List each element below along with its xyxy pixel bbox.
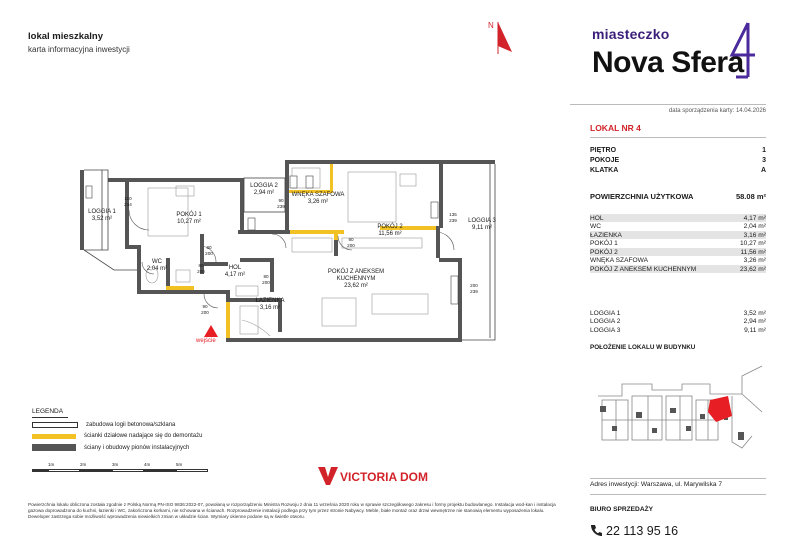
dimension-tag: [202, 245, 216, 256]
room-area: 3,26 m²: [307, 199, 329, 205]
loggia-label: LOGGIA 3: [590, 326, 621, 334]
info-row-floor: [590, 147, 766, 154]
dim-height: 239: [449, 217, 457, 223]
footnote: Powierzchnia lokalu obliczona została zgodnie z Polską Normą PN-ISO 9836:2022-07, powołaną w rozporządzeniu Ministra Rozwoju z dnia 11 września 2020 roku w sprawie szczegółowego zakresu i formy projektu budowlanego. Instalacja wod-kan i instalacja gazowa doprowadzona do kuchni, łazienki i WC, zakończona korkami, nie schowana w ścianach. Rozprowadzenie instalacji podlega przy tym przez stronie Nabywcy. Meble, białe montaż oraz drzwi wewnętrzne nie stanowią elementu wyposażenia lokalu. Deweloper zastrzega sobie możliwość wprowadzenia niewielkich zmian w układzie ścian. Wymiary okienne podane są w świetle otworu.: [28, 502, 556, 520]
room-value: 10,27 m²: [739, 240, 766, 248]
room-row: [590, 214, 766, 222]
divider: [570, 104, 766, 105]
loggia-row: [590, 318, 766, 326]
dimension-tag: [467, 283, 481, 294]
dim-height: 239: [470, 288, 478, 294]
scale-label: 4m: [144, 462, 151, 467]
room-label: POKÓJ Z ANEKSEM KUCHENNYM: [590, 265, 697, 273]
dimension-tag: [198, 304, 212, 315]
info-row-rooms: [590, 157, 766, 164]
legend-swatch: [32, 444, 76, 451]
room-row: [590, 265, 766, 273]
entrance-arrow-icon: [204, 325, 218, 337]
room-value: 4,17 m²: [743, 214, 766, 222]
brand-name: VICTORIA DOM: [340, 470, 429, 484]
room-name: LOGGIA 1: [88, 209, 116, 215]
dim-width: 80: [263, 274, 269, 279]
loggia-row: [590, 309, 766, 317]
legend-text: ściany i obudowy pionów instalacyjnych: [84, 444, 190, 451]
dim-width: 110: [124, 196, 132, 201]
logo-top-text: miasteczko: [592, 26, 670, 42]
dimension-tag: [274, 198, 288, 209]
nova-sfera-logo: [572, 9, 766, 91]
legend-item: [32, 433, 252, 439]
dimension-tag: [194, 263, 208, 274]
room-area: 4,17 m²: [224, 272, 246, 278]
scale-label: 5m: [176, 462, 183, 467]
dim-width: 80: [206, 245, 212, 250]
plan-label-pokoj1: [164, 212, 214, 226]
divider: [32, 417, 68, 418]
dim-height: 200: [205, 250, 213, 256]
room-label: WNĘKA SZAFOWA: [590, 257, 649, 265]
scale-bar: [32, 462, 252, 476]
legend-text: zabudowa logii betonowa/szklana: [86, 422, 176, 428]
loggia-value: 9,11 m²: [744, 326, 766, 334]
plan-label-wc: [140, 259, 174, 273]
room-label: WC: [590, 223, 601, 231]
area-value: 58.08 m²: [735, 192, 766, 201]
info-label: POKOJE: [590, 157, 620, 164]
room-row: [590, 248, 766, 256]
room-name-cont: KUCHENNYM: [336, 276, 376, 282]
loggia-value: 3,52 m²: [743, 309, 766, 317]
legend-item: [32, 444, 252, 451]
floor-plan: [80, 150, 520, 360]
plan-label-salon: [318, 269, 394, 290]
room-label: ŁAZIENKA: [590, 231, 622, 239]
room-label: POKÓJ 1: [590, 240, 618, 248]
room-name: HOL: [228, 265, 242, 271]
plan-label-pokoj2: [368, 224, 412, 238]
dim-height: 200: [262, 279, 270, 285]
room-value: 23,62 m²: [739, 265, 766, 273]
room-area: 23,62 m²: [344, 283, 368, 289]
logo-four-icon: [728, 21, 758, 81]
room-label: HOL: [590, 214, 604, 222]
sales-office-title: BIURO SPRZEDAŻY: [590, 506, 654, 513]
room-value: 3,26 m²: [743, 257, 766, 265]
dim-width: 80: [348, 237, 354, 242]
location-title: POŁOŻENIE LOKALU W BUDYNKU: [590, 344, 696, 351]
room-area: 3,16 m²: [259, 305, 281, 311]
scale-label: 2m: [80, 462, 87, 467]
legend-item: [32, 422, 252, 428]
room-name: ŁAZIENKA: [255, 298, 285, 304]
info-value: 1: [762, 147, 766, 154]
plan-label-loggia2: [244, 183, 284, 197]
loggia-label: LOGGIA 1: [590, 309, 621, 317]
room-row: [590, 231, 766, 239]
room-area: 2,94 m²: [253, 190, 275, 196]
room-name: LOGGIA 3: [468, 218, 496, 224]
dim-height: 200: [201, 309, 209, 315]
info-label: PIĘTRO: [590, 147, 617, 154]
dim-width: 90: [202, 304, 208, 309]
room-area: 3,52 m²: [91, 216, 113, 222]
scale-label: 1m: [48, 462, 55, 467]
loggia-value: 2,94 m²: [743, 318, 766, 326]
dimension-tag: [259, 274, 273, 285]
document-subtitle: karta informacyjna inwestycji: [28, 45, 130, 54]
room-area: 2,04 m²: [146, 266, 168, 272]
dim-height: 200: [197, 268, 205, 274]
plan-label-lazienka: [250, 298, 290, 312]
plan-label-wneka: [286, 192, 350, 206]
investment-address: Adres inwestycji: Warszawa, ul. Marywilska 7: [590, 481, 723, 488]
plan-label-loggia1: [82, 209, 122, 223]
info-label: KLATKA: [590, 167, 619, 174]
usable-area: [590, 192, 766, 201]
room-name: WNĘKA SZAFOWA: [291, 192, 345, 198]
dimension-tag: [344, 237, 358, 248]
dim-width: 200: [470, 283, 478, 288]
dim-width: 80: [198, 263, 204, 268]
legend-swatch: [32, 422, 78, 428]
dim-width: 90: [278, 198, 284, 203]
north-arrow-icon: [486, 18, 516, 56]
divider: [590, 494, 766, 495]
info-value: A: [760, 167, 766, 174]
divider: [590, 137, 766, 138]
dim-height: 239: [277, 203, 285, 209]
dimension-tag: [121, 196, 135, 207]
legend-title: LEGENDA: [32, 408, 64, 415]
loggia-label: LOGGIA 2: [590, 318, 621, 326]
room-value: 2,04 m²: [743, 223, 766, 231]
room-name: POKÓJ 1: [176, 212, 202, 218]
loggia-row: [590, 326, 766, 334]
document-title: lokal mieszkalny: [28, 31, 103, 42]
dim-height: 200: [347, 242, 355, 248]
room-label: POKÓJ 2: [590, 248, 618, 256]
dim-width: 135: [449, 212, 457, 217]
room-row: [590, 240, 766, 248]
dim-height: 234: [124, 201, 132, 207]
plan-label-hol: [220, 265, 250, 279]
info-row-stairwell: [590, 167, 766, 174]
building-location-plan: [592, 356, 768, 462]
victoria-dom-logo-icon: [318, 467, 338, 485]
room-name: LOGGIA 2: [250, 183, 278, 189]
room-name: WC: [152, 259, 162, 265]
area-label: POWIERZCHNIA UŻYTKOWA: [590, 192, 694, 201]
scale-label: 3m: [112, 462, 119, 467]
plan-label-loggia3: [462, 218, 502, 232]
lokal-number: LOKAL NR 4: [590, 123, 641, 133]
legend-swatch: [32, 434, 76, 439]
room-name: POKÓJ 2: [377, 224, 403, 230]
room-value: 11,56 m²: [740, 248, 766, 256]
entrance-label: wejście: [196, 338, 216, 344]
phone-icon: [590, 524, 602, 537]
room-value: 3,16 m²: [743, 231, 766, 239]
room-name: POKÓJ Z ANEKSEM: [327, 269, 385, 275]
room-area: 11,56 m²: [378, 231, 402, 237]
room-area: 9,11 m²: [472, 225, 492, 231]
legend-text: ścianki działowe nadające się do demontażu: [84, 433, 203, 439]
card-date: data sporządzenia karty: 14.04.2026: [668, 108, 766, 114]
dimension-tag: [446, 212, 460, 223]
logo-main-text: Nova Sfera: [592, 46, 744, 79]
sales-phone[interactable]: 22 113 95 16: [606, 524, 679, 538]
divider: [590, 478, 766, 479]
info-value: 3: [762, 157, 766, 164]
north-label: N: [488, 21, 494, 30]
room-row: [590, 257, 766, 265]
room-row: [590, 223, 766, 231]
room-area: 10,27 m²: [177, 219, 201, 225]
